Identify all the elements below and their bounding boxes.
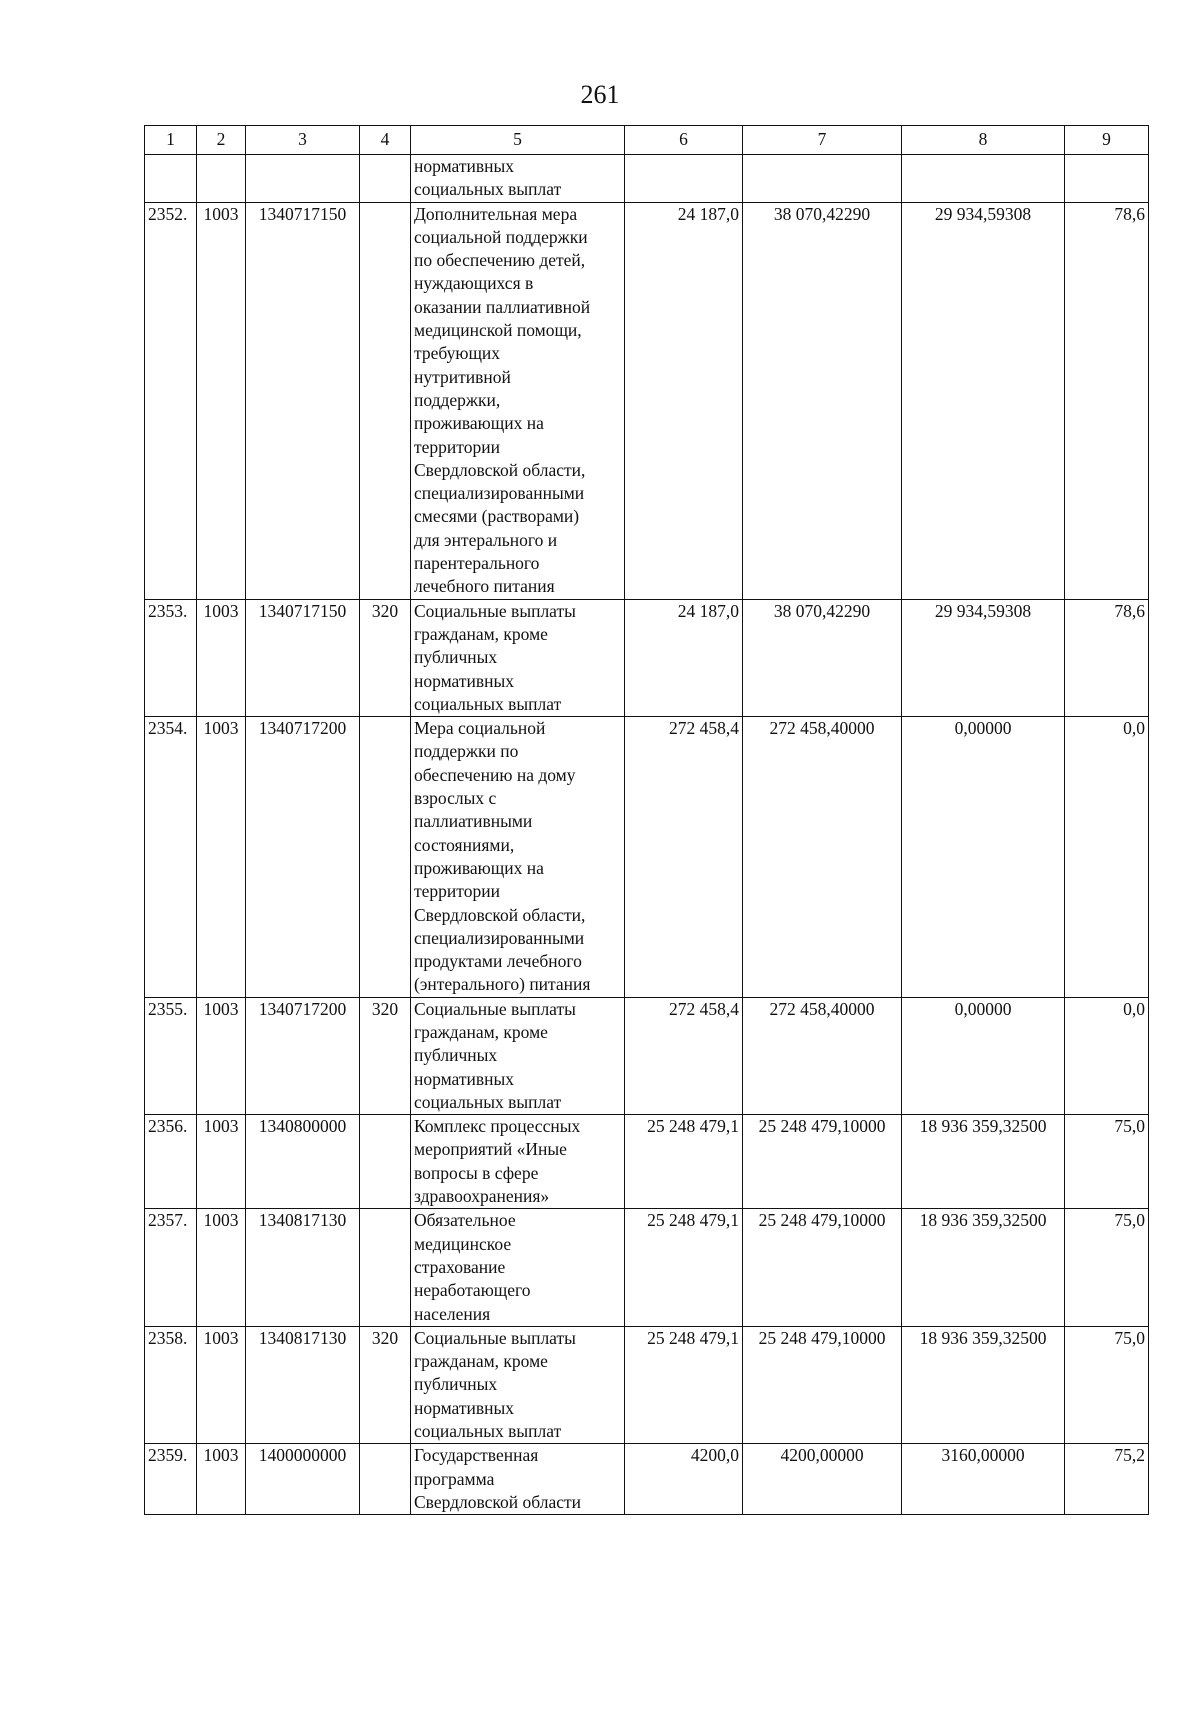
value-col8-cell: 3160,00000: [902, 1444, 1065, 1515]
name-line: Мера социальной: [414, 718, 546, 739]
row-number-cell: 2359.: [145, 1444, 197, 1515]
name-line: социальной поддержки: [414, 226, 588, 247]
name-line: вопросы в сфере: [414, 1162, 539, 1183]
row-number-cell: 2354.: [145, 717, 197, 998]
value-col6-cell: 24 187,0: [625, 599, 743, 716]
table-row: [145, 1326, 1149, 1443]
value-col8-cell: 29 934,59308: [902, 202, 1065, 599]
value-col7-cell: 25 248 479,10000: [743, 1115, 902, 1209]
name-line: Социальные выплаты: [414, 600, 576, 621]
name-line: Свердловской области,: [414, 904, 586, 925]
target-code-cell: 1340717150: [246, 202, 360, 599]
value-col8-cell: 18 936 359,32500: [902, 1326, 1065, 1443]
name-line: проживающих на: [414, 413, 544, 434]
value-col9-cell: 75,0: [1065, 1209, 1149, 1326]
table-header: [145, 126, 1149, 155]
table-row: [145, 155, 1149, 203]
value-col7-cell: 272 458,40000: [743, 717, 902, 998]
value-col7-cell: [743, 155, 902, 203]
expense-type-cell: [360, 1115, 411, 1209]
section-code-cell: 1003: [197, 202, 246, 599]
expense-type-cell: [360, 1209, 411, 1326]
expense-type-cell: [360, 717, 411, 998]
row-number-cell: 2353.: [145, 599, 197, 716]
name-line: мероприятий «Иные: [414, 1139, 567, 1160]
name-line: медицинской помощи,: [414, 320, 582, 341]
name-cell: [411, 155, 625, 203]
table-body: [145, 155, 1149, 1515]
name-cell: [411, 1209, 625, 1326]
target-code-cell: 1340717200: [246, 717, 360, 998]
name-line: Свердловской области,: [414, 459, 586, 480]
header-col-1: 1: [145, 126, 197, 155]
name-line: медицинское: [414, 1233, 512, 1254]
name-line: нормативных: [414, 1068, 515, 1089]
name-line: состояниями,: [414, 834, 515, 855]
table-row: [145, 997, 1149, 1114]
section-code-cell: 1003: [197, 1444, 246, 1515]
expense-type-cell: [360, 1444, 411, 1515]
value-col9-cell: 78,6: [1065, 599, 1149, 716]
name-line: публичных: [414, 1374, 498, 1395]
section-code-cell: 1003: [197, 717, 246, 998]
name-line: специализированными: [414, 927, 585, 948]
page-number: 261: [580, 80, 620, 109]
header-col-3: 3: [246, 126, 360, 155]
section-code-cell: 1003: [197, 997, 246, 1114]
value-col6-cell: 25 248 479,1: [625, 1115, 743, 1209]
row-number-cell: 2355.: [145, 997, 197, 1114]
target-code-cell: 1340817130: [246, 1209, 360, 1326]
name-line: взрослых с: [414, 788, 497, 809]
name-line: Социальные выплаты: [414, 998, 576, 1019]
name-line: проживающих на: [414, 857, 544, 878]
name-line: Обязательное: [414, 1210, 516, 1231]
expense-type-cell: 320: [360, 599, 411, 716]
table-row: [145, 599, 1149, 716]
value-col9-cell: 75,0: [1065, 1326, 1149, 1443]
name-line: нормативных: [414, 1397, 515, 1418]
header-col-8: 8: [902, 126, 1065, 155]
value-col9-cell: 75,2: [1065, 1444, 1149, 1515]
target-code-cell: 1340717200: [246, 997, 360, 1114]
value-col8-cell: 18 936 359,32500: [902, 1115, 1065, 1209]
table-row: [145, 1209, 1149, 1326]
table-row: [145, 202, 1149, 599]
name-line: оказании паллиативной: [414, 296, 591, 317]
name-line: Государственная: [414, 1445, 539, 1466]
value-col8-cell: 18 936 359,32500: [902, 1209, 1065, 1326]
name-line: по обеспечению детей,: [414, 250, 586, 271]
name-line: гражданам, кроме: [414, 1021, 548, 1042]
value-col9-cell: 0,0: [1065, 717, 1149, 998]
value-col8-cell: 0,00000: [902, 997, 1065, 1114]
expense-type-cell: 320: [360, 997, 411, 1114]
target-code-cell: 1340800000: [246, 1115, 360, 1209]
header-col-2: 2: [197, 126, 246, 155]
name-line: неработающего: [414, 1280, 531, 1301]
section-code-cell: [197, 155, 246, 203]
section-code-cell: 1003: [197, 1209, 246, 1326]
name-line: для энтерального и: [414, 529, 558, 550]
name-line: обеспечению на дому: [414, 764, 576, 785]
name-line: паллиативными: [414, 811, 533, 832]
name-line: социальных выплат: [414, 179, 562, 200]
section-code-cell: 1003: [197, 599, 246, 716]
name-line: нормативных: [414, 156, 515, 176]
table-row: [145, 1444, 1149, 1515]
value-col7-cell: 38 070,42290: [743, 599, 902, 716]
value-col7-cell: 25 248 479,10000: [743, 1326, 902, 1443]
value-col8-cell: 29 934,59308: [902, 599, 1065, 716]
value-col9-cell: 0,0: [1065, 997, 1149, 1114]
name-line: нормативных: [414, 670, 515, 691]
value-col7-cell: 38 070,42290: [743, 202, 902, 599]
header-col-6: 6: [625, 126, 743, 155]
target-code-cell: 1400000000: [246, 1444, 360, 1515]
row-number-cell: 2357.: [145, 1209, 197, 1326]
name-cell: [411, 997, 625, 1114]
budget-table: [144, 125, 1149, 1515]
value-col7-cell: 25 248 479,10000: [743, 1209, 902, 1326]
name-line: Социальные выплаты: [414, 1327, 576, 1348]
name-line: Дополнительная мера: [414, 203, 578, 224]
row-number-cell: 2358.: [145, 1326, 197, 1443]
header-col-9: 9: [1065, 126, 1149, 155]
name-line: нутритивной: [414, 366, 511, 387]
name-line: территории: [414, 881, 500, 902]
name-line: территории: [414, 436, 500, 457]
header-row: [145, 126, 1149, 155]
target-code-cell: 1340717150: [246, 599, 360, 716]
header-col-4: 4: [360, 126, 411, 155]
name-line: программа: [414, 1468, 495, 1489]
name-cell: [411, 717, 625, 998]
value-col8-cell: [902, 155, 1065, 203]
name-line: (энтерального) питания: [414, 974, 591, 995]
name-line: поддержки по: [414, 741, 519, 762]
value-col9-cell: 75,0: [1065, 1115, 1149, 1209]
target-code-cell: 1340817130: [246, 1326, 360, 1443]
name-line: требующих: [414, 343, 501, 364]
name-line: специализированными: [414, 483, 585, 504]
value-col6-cell: 25 248 479,1: [625, 1326, 743, 1443]
row-number-cell: [145, 155, 197, 203]
name-line: социальных выплат: [414, 1421, 562, 1442]
expense-type-cell: [360, 202, 411, 599]
name-line: социальных выплат: [414, 693, 562, 714]
expense-type-cell: [360, 155, 411, 203]
name-line: Комплекс процессных: [414, 1116, 581, 1137]
value-col6-cell: 272 458,4: [625, 717, 743, 998]
target-code-cell: [246, 155, 360, 203]
name-line: гражданам, кроме: [414, 1351, 548, 1372]
header-col-5: 5: [411, 126, 625, 155]
name-line: социальных выплат: [414, 1091, 562, 1112]
value-col8-cell: 0,00000: [902, 717, 1065, 998]
name-line: здравоохранения»: [414, 1186, 550, 1207]
name-line: гражданам, кроме: [414, 623, 548, 644]
row-number-cell: 2356.: [145, 1115, 197, 1209]
table-row: [145, 717, 1149, 998]
value-col6-cell: 4200,0: [625, 1444, 743, 1515]
name-line: нуждающихся в: [414, 273, 534, 294]
name-cell: [411, 1115, 625, 1209]
name-cell: [411, 1326, 625, 1443]
row-number-cell: 2352.: [145, 202, 197, 599]
name-line: парентерального: [414, 553, 540, 574]
value-col6-cell: 25 248 479,1: [625, 1209, 743, 1326]
name-line: публичных: [414, 647, 498, 668]
value-col9-cell: 78,6: [1065, 202, 1149, 599]
name-line: страхование: [414, 1256, 506, 1277]
value-col7-cell: 4200,00000: [743, 1444, 902, 1515]
name-line: смесями (растворами): [414, 506, 580, 527]
value-col6-cell: 272 458,4: [625, 997, 743, 1114]
table-row: [145, 1115, 1149, 1209]
name-cell: [411, 599, 625, 716]
value-col6-cell: 24 187,0: [625, 202, 743, 599]
value-col9-cell: [1065, 155, 1149, 203]
name-line: продуктами лечебного: [414, 951, 582, 972]
section-code-cell: 1003: [197, 1326, 246, 1443]
name-cell: [411, 1444, 625, 1515]
name-cell: [411, 202, 625, 599]
name-line: Свердловской области: [414, 1491, 582, 1512]
value-col7-cell: 272 458,40000: [743, 997, 902, 1114]
expense-type-cell: 320: [360, 1326, 411, 1443]
name-line: публичных: [414, 1045, 498, 1066]
name-line: лечебного питания: [414, 576, 555, 597]
section-code-cell: 1003: [197, 1115, 246, 1209]
name-line: поддержки,: [414, 389, 501, 410]
header-col-7: 7: [743, 126, 902, 155]
value-col6-cell: [625, 155, 743, 203]
name-line: населения: [414, 1303, 491, 1324]
